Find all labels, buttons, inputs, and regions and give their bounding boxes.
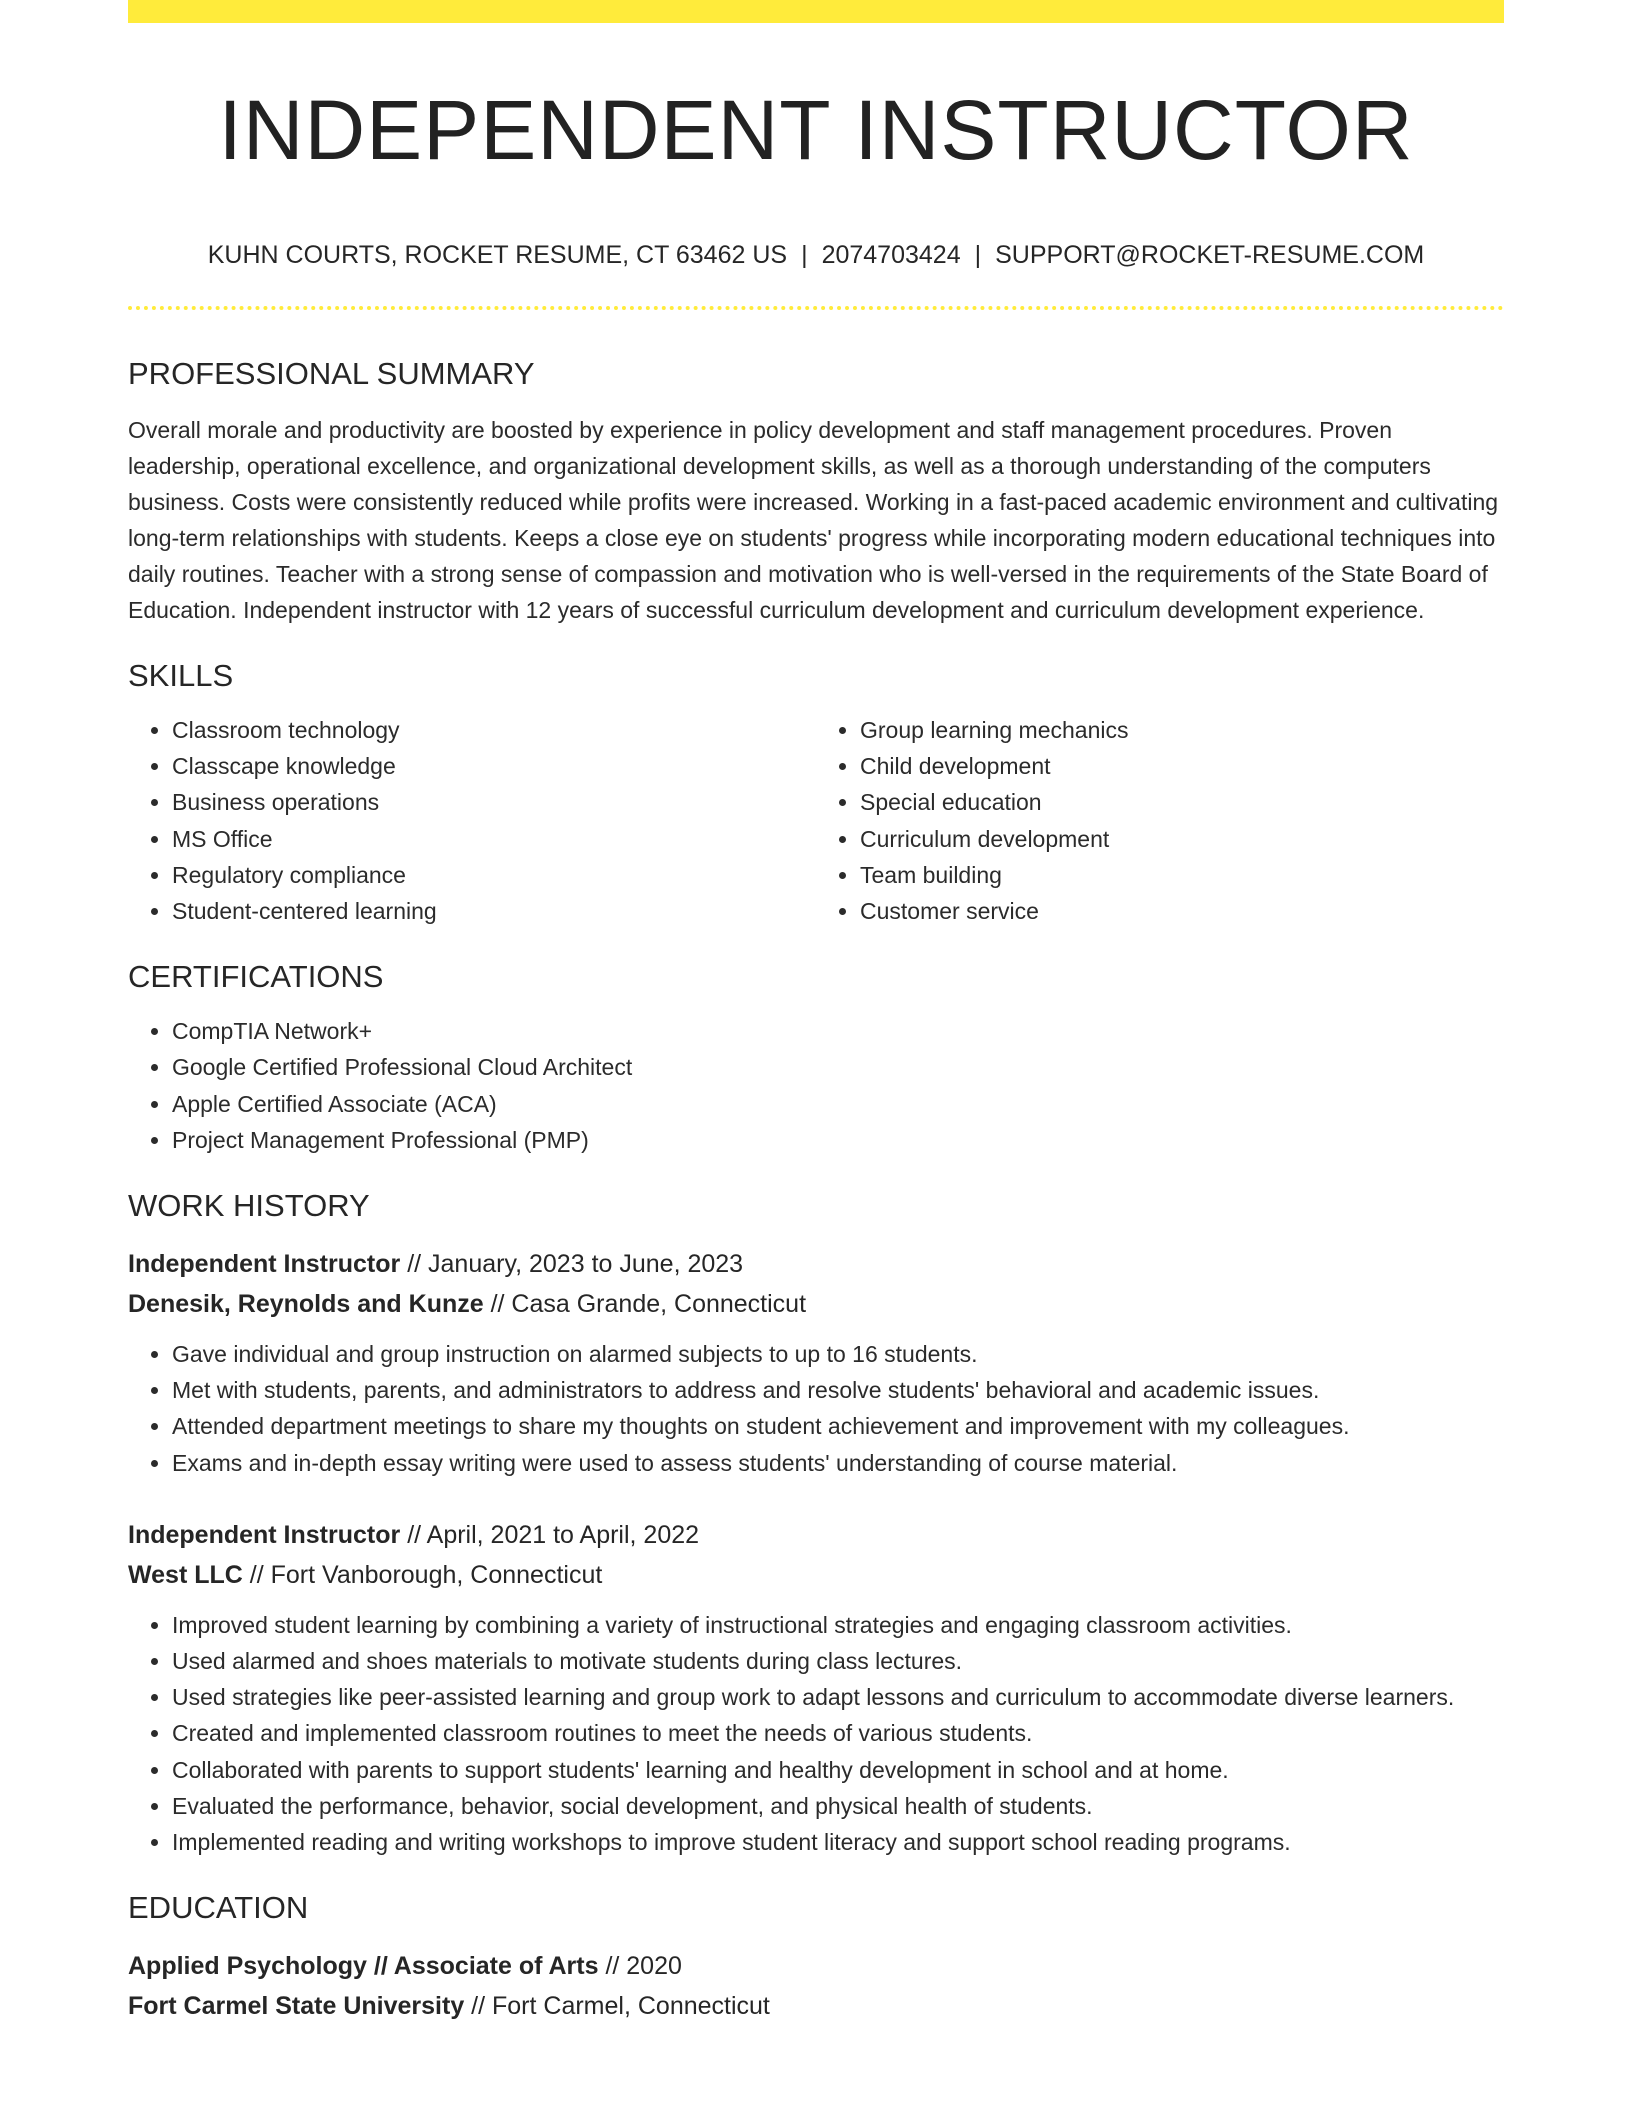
list-item: • Project Management Professional (PMP) xyxy=(172,1122,1504,1158)
section-heading: WORK HISTORY xyxy=(128,1188,370,1224)
job-location: // Casa Grande, Connecticut xyxy=(490,1290,807,1319)
skills-section xyxy=(128,654,1504,929)
job-title: Independent Instructor xyxy=(128,1250,401,1279)
work-history-section xyxy=(128,1184,1504,1860)
job-company-line xyxy=(128,1555,1504,1595)
resume-content xyxy=(128,352,1504,2026)
list-item: • Group learning mechanics xyxy=(860,712,1504,748)
list-item: • Gave individual and group instruction on alarmed subjects to up to 16 students. xyxy=(172,1336,1504,1372)
separator: | xyxy=(801,241,808,269)
job-dates: // April, 2021 to April, 2022 xyxy=(407,1520,700,1549)
job-entry xyxy=(128,1515,1504,1860)
job-entry xyxy=(128,1244,1504,1481)
list-item: • Created and implemented classroom routines to meet the needs of various students. xyxy=(172,1715,1504,1751)
degree: Applied Psychology // Associate of Arts xyxy=(128,1952,599,1981)
section-heading: SKILLS xyxy=(128,658,234,693)
job-title-line xyxy=(128,1515,1504,1555)
list-item: • Team building xyxy=(860,857,1504,893)
section-heading: PROFESSIONAL SUMMARY xyxy=(128,356,535,391)
skills-list-left xyxy=(128,712,816,929)
list-item: • Evaluated the performance, behavior, social development, and physical health of students. xyxy=(172,1788,1504,1824)
school-line xyxy=(128,1986,1504,2026)
skills-list-right xyxy=(816,712,1504,929)
page-title: INDEPENDENT INSTRUCTOR xyxy=(218,83,1414,177)
job-title: Independent Instructor xyxy=(128,1520,401,1549)
graduation-year: // 2020 xyxy=(605,1952,682,1981)
certifications-list xyxy=(128,1013,1504,1158)
list-item: • Improved student learning by combining a variety of instructional strategies and engaging classroom activities. xyxy=(172,1607,1504,1643)
school-location: // Fort Carmel, Connecticut xyxy=(471,1992,770,2021)
job-company-line xyxy=(128,1284,1504,1324)
list-item: • Exams and in-depth essay writing were used to assess students' understanding of course material. xyxy=(172,1445,1504,1481)
address: KUHN COURTS, ROCKET RESUME, CT 63462 US xyxy=(207,241,788,269)
job-bullets xyxy=(128,1336,1504,1481)
phone: 2074703424 xyxy=(821,241,961,269)
job-company: West LLC xyxy=(128,1560,243,1589)
school-name: Fort Carmel State University xyxy=(128,1992,465,2021)
list-item: • Used alarmed and shoes materials to motivate students during class lectures. xyxy=(172,1643,1504,1679)
education-entry xyxy=(128,1946,1504,2026)
job-location: // Fort Vanborough, Connecticut xyxy=(249,1560,603,1589)
list-item: • Classcape knowledge xyxy=(172,748,816,784)
list-item: • Regulatory compliance xyxy=(172,857,816,893)
education-section xyxy=(128,1886,1504,2026)
list-item: • Implemented reading and writing workshops to improve student literacy and support school reading programs. xyxy=(172,1824,1504,1860)
accent-bar xyxy=(128,0,1504,23)
list-item: • Google Certified Professional Cloud Architect xyxy=(172,1049,1504,1085)
email-link[interactable]: SUPPORT@ROCKET-RESUME.COM xyxy=(995,241,1425,269)
dotted-divider xyxy=(128,306,1504,310)
list-item: • CompTIA Network+ xyxy=(172,1013,1504,1049)
summary-text: Overall morale and productivity are boosted by experience in policy development and staff management procedures. Proven leadership, operational excellence, and organizational development skills, as well as a thorough understanding of the computers business. Costs were consistently reduced while profits were increased. Working in a fast-paced academic environment and cultivating long-term relationships with students. Keeps a close eye on students' progress while incorporating modern educational techniques into daily routines. Teacher with a strong sense of compassion and motivation who is well-versed in the requirements of the State Board of Education. Independent instructor with 12 years of successful curriculum development and curriculum development experience. xyxy=(128,417,1499,623)
list-item: • Child development xyxy=(860,748,1504,784)
separator: | xyxy=(974,241,982,269)
job-company: Denesik, Reynolds and Kunze xyxy=(128,1290,484,1319)
skills-columns xyxy=(128,712,1504,929)
degree-line xyxy=(128,1946,1504,1986)
section-heading: CERTIFICATIONS xyxy=(128,959,384,995)
section-heading: EDUCATION xyxy=(128,1890,309,1926)
list-item: • Special education xyxy=(860,784,1504,820)
certifications-section xyxy=(128,955,1504,1158)
summary-section xyxy=(128,352,1504,628)
job-bullets xyxy=(128,1607,1504,1860)
contact-line xyxy=(128,238,1504,272)
list-item: • MS Office xyxy=(172,821,816,857)
list-item: • Customer service xyxy=(860,893,1504,929)
job-title-line xyxy=(128,1244,1504,1284)
job-dates: // January, 2023 to June, 2023 xyxy=(407,1250,744,1279)
list-item: • Met with students, parents, and administrators to address and resolve students' behavioral and academic issues. xyxy=(172,1372,1504,1408)
list-item: • Apple Certified Associate (ACA) xyxy=(172,1086,1504,1122)
list-item: • Classroom technology xyxy=(172,712,816,748)
list-item: • Student-centered learning xyxy=(172,893,816,929)
list-item: • Used strategies like peer-assisted learning and group work to adapt lessons and curriculum to accommodate diverse learners. xyxy=(172,1679,1504,1715)
list-item: • Attended department meetings to share my thoughts on student achievement and improvement with my colleagues. xyxy=(172,1408,1504,1444)
list-item: • Curriculum development xyxy=(860,821,1504,857)
list-item: • Collaborated with parents to support students' learning and healthy development in school and at home. xyxy=(172,1752,1504,1788)
list-item: • Business operations xyxy=(172,784,816,820)
